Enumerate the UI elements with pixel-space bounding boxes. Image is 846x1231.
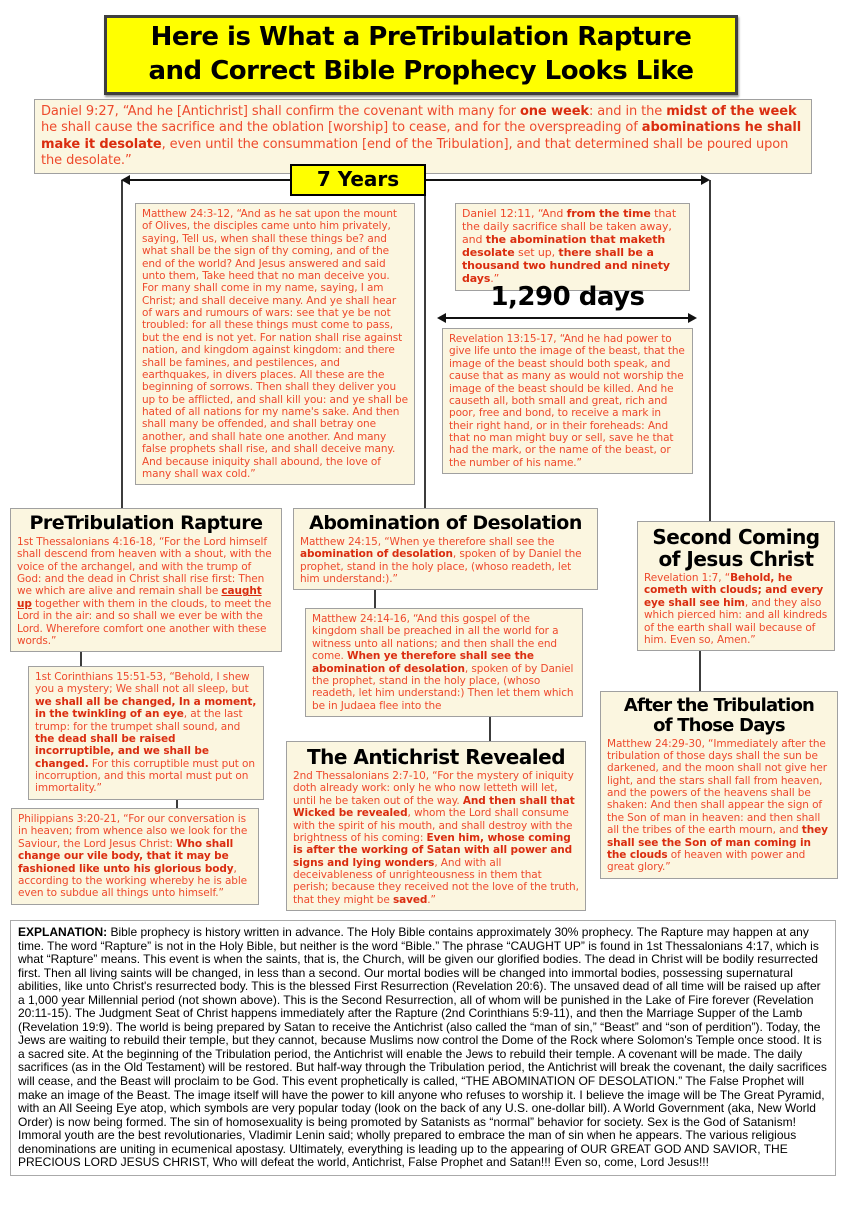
section-antichrist-revealed [286,741,586,911]
page-title [104,15,738,95]
section-heading-abomination-of-desolation: Abomination of Desolation [309,512,582,534]
verse-2nd-thessalonians-2-7-10: 2nd Thessalonians 2:7-10, “For the mystery of iniquity doth already work: only he who now letteth will let, until he be taken out of the way. And then shall that Wicked be revealed, whom the Lord shall consume with the spirit of his mouth, and shall destroy with the brightness of his coming: Even him, whose coming is after the working of Satan with all power and signs and lying wonders, And with all deceivableness of unrighteousness in them that perish; because they received not the love of the truth, that they might be saved.” [293,770,579,906]
timeline-drop-center-line [424,192,426,510]
days-1290-right-arrowhead-icon [688,313,697,323]
explanation-text: EXPLANATION: Bible prophecy is history written in advance. The Holy Bible contains approximately 30% prophecy. The Rapture may happen at any time. The word “Rapture” is not in the Holy Bible, but neither is the word “Bible.” The phrase “CAUGHT UP” is found in 1st Thessalonians 4:17, which is what “Rapture” means. This event is when the saints, that is, the Church, will be given our glorified bodies. The dead in Christ will be bodily resurrected first. Then all living saints will be changed, in less than a second. Our mortal bodies will be changed into immortal bodies, possessing supernatural abilities, like unto Christ's resurrected body. This is the blessed First Resurrection (Revelation 20:6). The unsaved dead of all time will be raised up after a 1,000 year Millennial period (not shown above). This is the Second Resurrection, all of whom will be punished in the Lake of Fire forever (Revelation 20:11-15). The Judgment Seat of Christ happens immediately after the Rapture (2nd Corinthians 5:9-11), and then the Marriage Supper of the Lamb (Revelation 19:9). The world is being prepared by Satan to receive the Antichrist (also called the “man of sin,” “Beast” and “son of perdition”). Today, the Jews are waiting to rebuild their temple, but they cannot, because Muslims now control the Dome of the Rock where Solomon's Temple once stood. It is a sacred site. At the beginning of the Tribulation period, the Antichrist will enable the Jews to rebuild their temple. A covenant will be made. The daily sacrifices (as in the Old Testament) will be restored. But half-way through the Tribulation period, the Antichrist will break the covenant, the daily sacrifices will cease, and the Beast will proclaim to be God. This event prophetically is called, “THE ABOMINATION OF DESOLATION.” The False Prophet will make an image of the Beast. The image itself will have the power to kill anyone who refuses to worship it. I believe the image will be The Great Pyramid, with an All Seeing Eye atop, which symbols are very popular today (look on the back of any U.S. one-dollar bill). A World Government (aka, New World Order) is now being formed. The sin of homosexuality is being promoted by Satanists as “normal” behavior for society. Sex is the God of Satanism! Immoral youth are the best revolutionaries, Vladimir Lenin said; wholly prepared to embrace the man of sin when he appears. The various religious denominations are uniting in ecumenical apostasy. Ultimately, everything is leading up to the appearing of OUR GREAT GOD AND SAVIOR, THE PRECIOUS LORD JESUS CHRIST, Who will defeat the world, Antichrist, False Prophet and Satan!!! Even so, come, Lord Jesus!!! [10,920,836,1176]
section-heading-second-coming-line1: Second Coming [652,525,820,549]
page-title-line2: and Correct Bible Prophecy Looks Like [148,55,694,86]
timeline-drop-right-line [709,180,711,525]
verse-revelation-13-15-17: Revelation 13:15-17, “And he had power to give life unto the image of the beast, that the image of the beast should both speak, and cause that as many as would not worship the image of the beast should be killed. And he causeth all, both small and great, rich and poor, free and bond, to receive a mark in their right hand, or in their foreheads: And that no man might buy or sell, save he that had the mark, or the name of the beast, or the number of his name.” [442,328,693,474]
verse-matthew-24-29-30: Matthew 24:29-30, “Immediately after the tribulation of those days shall the sun be darkened, and the moon shall not give her light, and the stars shall fall from heaven, and the powers of the heavens shall be shaken: And then shall appear the sign of the Son of man in heaven: and then shall all the tribes of the earth mourn, and they shall see the Son of man coming in the clouds of heaven with power and great glory.” [607,737,828,874]
days-1290-left-arrowhead-icon [437,313,446,323]
verse-philippians-3-20-21: Philippians 3:20-21, “For our conversation is in heaven; from whence also we look for the Saviour, the Lord Jesus Christ: Who shall change our vile body, that it may be fashioned like unto his glorious body, according to the working whereby he is able even to subdue all things unto himself.” [11,808,259,905]
page-title-line1: Here is What a PreTribulation Rapture [150,22,692,52]
seven-years-label: 7 Years [290,164,426,196]
verse-revelation-1-7: Revelation 1:7, “Behold, he cometh with clouds; and every eye shall see him, and they also which pierced him: and all kindreds of the earth shall wail because of him. Even so, Amen.” [644,572,828,646]
section-heading-antichrist-revealed: The Antichrist Revealed [306,745,566,769]
days-1290-label: 1,290 days [490,282,645,312]
verse-daniel-12-11: Daniel 12:11, “And from the time that the daily sacrifice shall be taken away, and the abomination that maketh desolate set up, there shall be a thousand two hundred and ninety days.” [455,203,690,291]
section-heading-after-the-tribulation [607,696,831,736]
connector-secondcoming-to-aftertrib-line [699,650,701,695]
section-heading-second-coming [644,526,828,570]
section-second-coming [637,521,835,651]
timeline-drop-left-line [121,180,123,510]
verse-matthew-24-3-12: Matthew 24:3-12, “And as he sat upon the mount of Olives, the disciples came unto him privately, saying, Tell us, when shall these things be? and what shall be the sign of thy coming, and of the end of the world? And Jesus answered and said unto them, Take heed that no man deceive you. For many shall come in my name, saying, I am Christ; and shall deceive many. And ye shall hear of wars and rumours of wars: see that ye be not troubled: for all these things must come to pass, but the end is not yet. For nation shall rise against nation, and kingdom against kingdom: and there shall be famines, and pestilences, and earthquakes, in divers places. All these are the beginning of sorrows. Then shall they deliver you up to be afflicted, and shall kill you: and ye shall be hated of all nations for my name's sake. And then shall many be offended, and shall betray one another, and shall hate one another. And many false prophets shall rise, and shall deceive many. And because iniquity shall abound, the love of many shall wax cold.” [135,203,415,485]
section-heading-after-the-tribulation-line2: of Those Days [653,714,785,736]
verse-1st-corinthians-15-51-53: 1st Corinthians 15:51-53, “Behold, I shew you a mystery; We shall not all sleep, but we shall all be changed, In a moment, in the twinkling of an eye, at the last trump: for the trumpet shall sound, and the dead shall be raised incorruptible, and we shall be changed. For this corruptible must put on incorruption, and this mortal must put on immortality.” [28,666,264,800]
verse-1st-thessalonians-4-16-18: 1st Thessalonians 4:16-18, “For the Lord himself shall descend from heaven with a shout, with the voice of the archangel, and with the trump of God: and the dead in Christ shall rise first: Then we which are alive and remain shall be caught up together with them in the clouds, to meet the Lord in the air: and so shall we ever be with the Lord. Wherefore comfort one another with these words.” [17,535,272,647]
section-abomination-of-desolation [293,508,598,590]
verse-matthew-24-15: Matthew 24:15, “When ye therefore shall see the abomination of desolation, spoken of by Daniel the prophet, stand in the holy place, (whoso readeth, let him understand:).” [300,535,582,586]
days-1290-arrow-line [446,317,689,319]
timeline-left-arrowhead-icon [121,175,130,185]
section-heading-pretribulation-rapture: PreTribulation Rapture [29,512,263,534]
section-heading-after-the-tribulation-line1: After the Tribulation [623,695,815,716]
section-heading-second-coming-line2: of Jesus Christ [658,547,814,571]
section-pretribulation-rapture [10,508,282,652]
timeline-right-arrowhead-icon [701,175,710,185]
verse-daniel-9-27: Daniel 9:27, “And he [Antichrist] shall confirm the covenant with many for one week: and in the midst of the week he shall cause the sacrifice and the oblation [worship] to cease, and for the overspreading of abominations he shall make it desolate, even until the consummation [end of the Tribulation], and that determined shall be poured upon the desolate.” [34,99,812,174]
section-after-the-tribulation [600,691,838,879]
verse-matthew-24-14-16: Matthew 24:14-16, “And this gospel of the kingdom shall be preached in all the world for a witness unto all nations; and then shall the end come. When ye therefore shall see the abomination of desolation, spoken of by Daniel the prophet, stand in the holy place, (whoso readeth, let him understand:) Then let them which be in Judaea flee into the [305,608,583,717]
